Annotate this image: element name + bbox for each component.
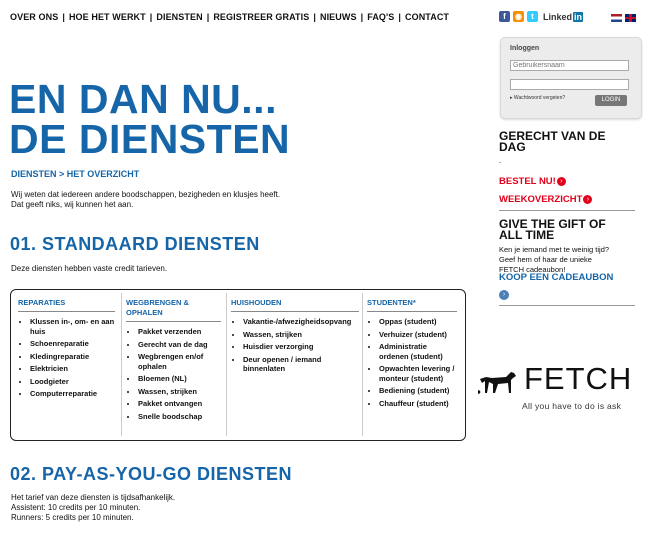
uk-flag-icon[interactable]	[625, 14, 636, 22]
pay-as-you-go-heading: 02. PAY-AS-YOU-GO DIENSTEN	[10, 464, 293, 484]
sidebar-divider	[499, 305, 635, 306]
login-title: Inloggen	[510, 45, 540, 52]
linkedin-label: Linked	[543, 11, 573, 22]
fetch-wordmark: FETCH	[524, 361, 633, 396]
nav-item[interactable]: DIENSTEN	[156, 12, 203, 22]
facebook-icon[interactable]: f	[499, 11, 510, 22]
service-item: • Pakket ontvangen	[138, 399, 221, 409]
breadcrumb: DIENSTEN > HET OVERZICHT	[11, 169, 140, 179]
nav-separator: |	[313, 12, 316, 22]
linkedin-icon[interactable]	[543, 12, 583, 22]
hero-title-line1: EN DAN NU...	[9, 76, 277, 122]
service-item: • Bloemen (NL)	[138, 374, 221, 384]
fetch-logo	[474, 361, 644, 416]
pay-as-you-go-text	[11, 493, 175, 523]
service-item: • Bediening (student)	[379, 386, 457, 396]
dish-dot: .	[499, 156, 502, 165]
service-item: • Vakantie-/afwezigheidsopvang	[243, 317, 359, 327]
service-list	[126, 327, 221, 421]
service-item: • Gerecht van de dag	[138, 340, 221, 350]
pay-line: Assistent: 10 credits per 10 minuten.	[11, 503, 141, 512]
service-item: • Chauffeur (student)	[379, 399, 457, 409]
login-box	[500, 37, 642, 119]
service-column-heading: REPARATIES	[18, 298, 115, 312]
password-input[interactable]	[510, 79, 629, 90]
gift-text	[499, 245, 609, 275]
username-input[interactable]	[510, 60, 629, 71]
intro-line: Wij weten dat iedereen andere boodschappen, bezigheden en klusjes heeft.	[11, 190, 281, 199]
language-switch	[611, 14, 636, 22]
dutch-flag-icon[interactable]	[611, 14, 622, 22]
standard-services-heading: 01. STANDAARD DIENSTEN	[10, 234, 260, 254]
column-divider	[362, 293, 363, 436]
forgot-password-label: Wachtwoord vergeten?	[513, 95, 566, 101]
pay-line: Het tarief van deze diensten is tijdsafhankelijk.	[11, 493, 176, 502]
gift-line: Geef hem of haar de unieke	[499, 255, 592, 264]
service-item: • Huisdier verzorging	[243, 342, 359, 352]
service-list	[18, 317, 115, 399]
service-list	[231, 317, 359, 374]
dog-icon	[478, 367, 518, 397]
dish-of-day-title: GERECHT VAN DE DAG	[499, 129, 606, 154]
arrow-right-icon: ›	[499, 290, 509, 300]
service-item: • Verhuizer (student)	[379, 330, 457, 340]
nav-separator: |	[206, 12, 210, 22]
hero-title-line2: DE DIENSTEN	[9, 116, 291, 162]
service-item: • Computerreparatie	[30, 389, 115, 399]
fixed-rate-text: Deze diensten hebben vaste credit tarieven.	[11, 264, 168, 273]
nav-separator: |	[398, 12, 401, 22]
nav-item[interactable]: HOE HET WERKT	[68, 12, 146, 22]
gift-title: GIVE THE GIFT OF ALL TIME	[499, 217, 606, 242]
service-item: • Wegbrengen en/of ophalen	[138, 352, 221, 371]
column-divider	[121, 293, 122, 436]
service-item: • Wassen, strijken	[243, 330, 359, 340]
service-item: • Pakket verzenden	[138, 327, 221, 337]
sidebar-divider	[499, 210, 635, 211]
arrow-right-icon: ›	[583, 195, 592, 204]
gift-line: FETCH cadeaubon!	[499, 265, 566, 274]
nav-separator: |	[62, 12, 65, 22]
twitter-icon[interactable]: t	[527, 11, 538, 22]
order-now-label: BESTEL NU!	[499, 176, 556, 187]
rss-icon[interactable]: ◉	[513, 11, 524, 22]
service-column-repairs	[18, 298, 115, 402]
service-item: • Administratie ordenen (student)	[379, 342, 457, 361]
column-divider	[226, 293, 227, 436]
nav-item[interactable]: NIEUWS	[319, 12, 357, 22]
services-box	[10, 289, 466, 441]
service-column-heading: HUISHOUDEN	[231, 298, 359, 312]
service-column-household	[231, 298, 359, 377]
order-now-link[interactable]	[499, 171, 566, 189]
intro-line: Dat geeft niks, wij kunnen het aan.	[11, 200, 134, 209]
nav-item[interactable]: FAQ'S	[367, 12, 395, 22]
nav-item[interactable]: CONTACT	[405, 12, 450, 22]
intro-text	[11, 190, 280, 210]
social-links	[499, 11, 583, 22]
nav-item[interactable]: OVER ONS	[10, 12, 59, 22]
service-column-heading: STUDENTEN*	[367, 298, 457, 312]
buy-gift-card-link[interactable]: KOOP EEN CADEAUBON	[499, 272, 614, 283]
service-item: • Opwachten levering / monteur (student)	[379, 364, 457, 383]
week-overview-label: WEEKOVERZICHT	[499, 194, 583, 205]
gift-arrow-button[interactable]	[499, 283, 509, 301]
service-column-heading: WEGBRENGEN & OPHALEN	[126, 298, 221, 322]
gift-line: Ken je iemand met te weinig tijd?	[499, 245, 610, 254]
service-item: • Schoenreparatie	[30, 339, 115, 349]
arrow-right-icon: ›	[557, 177, 566, 186]
fetch-tagline: All you have to do is ask	[522, 401, 622, 411]
nav-item[interactable]: REGISTREER GRATIS	[213, 12, 310, 22]
service-item: • Kledingreparatie	[30, 352, 115, 362]
linkedin-in-label: in	[574, 11, 583, 22]
service-item: • Elektricien	[30, 364, 115, 374]
service-item: • Wassen, strijken	[138, 387, 221, 397]
service-item: • Oppas (student)	[379, 317, 457, 327]
nav-separator: |	[360, 12, 364, 22]
pay-line: Runners: 5 credits per 10 minuten.	[11, 513, 134, 522]
service-column-students	[367, 298, 457, 411]
service-column-delivery	[126, 298, 221, 424]
service-item: • Klussen in-, om- en aan huis	[30, 317, 115, 336]
service-item: • Snelle boodschap	[138, 412, 221, 422]
nav-separator: |	[149, 12, 153, 22]
service-item: • Loodgieter	[30, 377, 115, 387]
forgot-password-link[interactable]: ▸ Wachtwoord vergeten?	[510, 95, 566, 101]
login-button[interactable]: LOGIN	[595, 95, 627, 106]
week-overview-link[interactable]	[499, 189, 592, 207]
service-item: • Deur openen / iemand binnenlaten	[243, 355, 359, 374]
service-list	[367, 317, 457, 408]
top-navigation	[10, 12, 449, 22]
